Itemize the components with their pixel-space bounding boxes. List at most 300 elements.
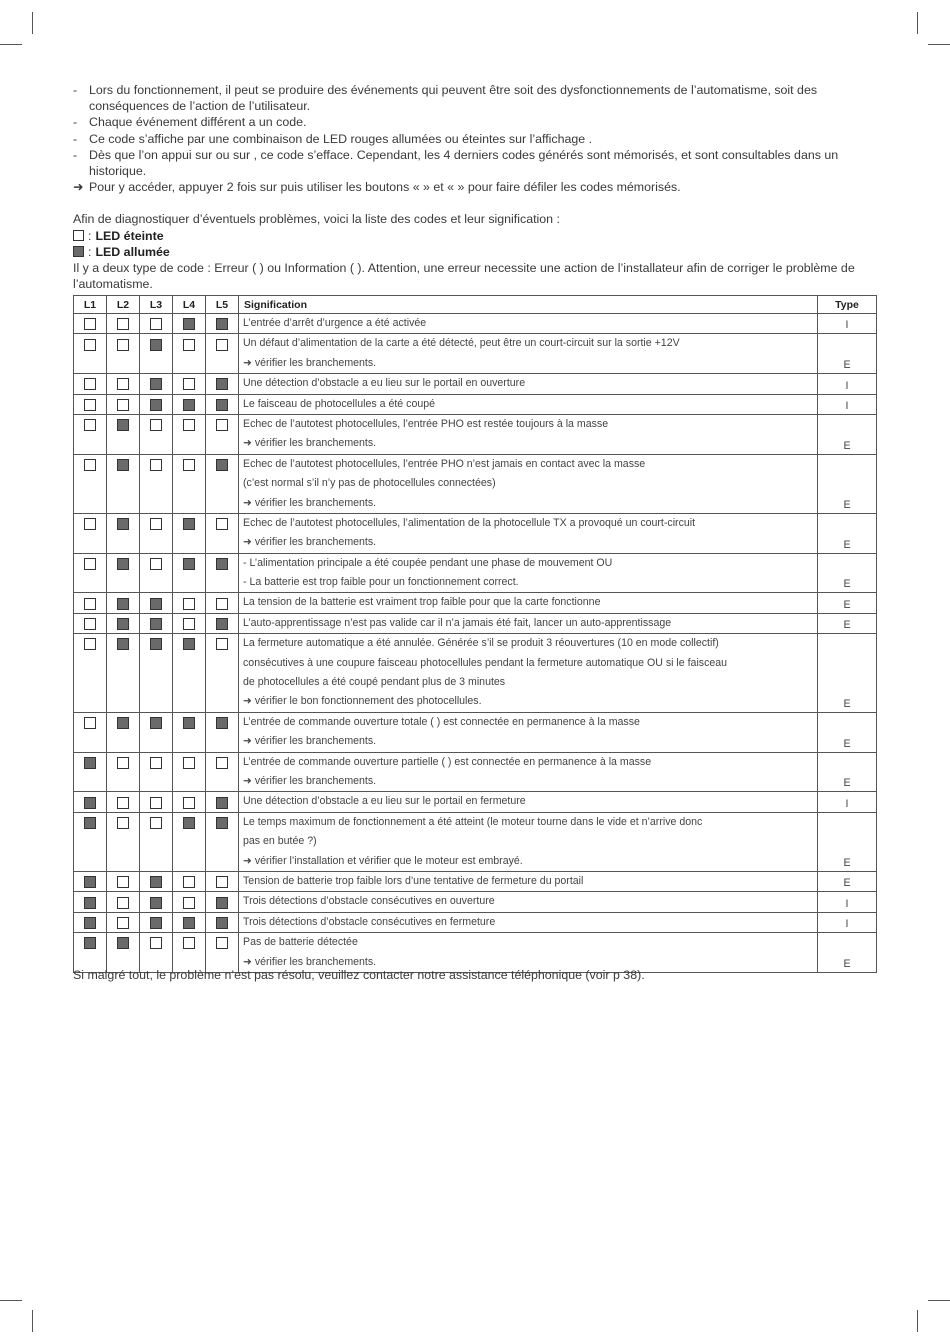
signification-line: Trois détections d’obstacle consécutives en fermeture xyxy=(243,915,496,928)
led-cell-l1 xyxy=(74,613,107,633)
led-off-icon xyxy=(84,339,96,351)
led-cell-l4 xyxy=(173,752,206,792)
led-on-icon xyxy=(216,618,228,630)
table-row xyxy=(74,871,877,891)
led-off-icon xyxy=(84,638,96,650)
code-types-text: Il y a deux type de code : Erreur ( ) ou Information ( ). Attention, une erreur necessite une action de l’installateur afin de corriger le problème de l’automatisme. xyxy=(73,261,855,292)
type-cell: E xyxy=(818,454,877,513)
signification-cell xyxy=(239,752,818,792)
led-cell-l4 xyxy=(173,933,206,973)
led-cell-l3 xyxy=(140,792,173,812)
led-on-icon xyxy=(150,917,162,929)
signification-cell xyxy=(239,593,818,613)
type-cell: I xyxy=(818,892,877,912)
table-row xyxy=(74,553,877,593)
led-on-icon xyxy=(183,318,195,330)
led-off-icon xyxy=(183,937,195,949)
header-l2: L2 xyxy=(107,296,140,314)
header-type: Type xyxy=(818,296,877,314)
bullet-item xyxy=(73,147,873,179)
outro-text: Si malgré tout, le problème n’est pas résolu, veuillez contacter notre assistance téléphonique (voir p 38). xyxy=(73,968,645,982)
led-cell-l2 xyxy=(107,892,140,912)
intro-section xyxy=(73,82,873,292)
table-row xyxy=(74,634,877,713)
led-cell-l2 xyxy=(107,414,140,454)
led-cell-l2 xyxy=(107,454,140,513)
crop-mark xyxy=(32,12,33,34)
signification-line: Une détection d’obstacle a eu lieu sur le portail en ouverture xyxy=(243,377,526,390)
led-cell-l4 xyxy=(173,792,206,812)
signification-line: L’entrée d’arrêt d’urgence a été activée xyxy=(243,317,427,329)
led-off-icon xyxy=(150,419,162,431)
type-cell: E xyxy=(818,712,877,752)
signification-line: ➜ vérifier les branchements. xyxy=(243,536,377,549)
table-row xyxy=(74,334,877,374)
led-cell-l5 xyxy=(206,414,239,454)
led-cell-l5 xyxy=(206,553,239,593)
led-cell-l5 xyxy=(206,792,239,812)
led-cell-l4 xyxy=(173,912,206,932)
arrow-icon: ➜ xyxy=(73,180,84,195)
led-cell-l1 xyxy=(74,892,107,912)
led-cell-l5 xyxy=(206,334,239,374)
signification-line: Echec de l’autotest photocellules, l’entrée PHO est restée toujours à la masse xyxy=(243,417,609,430)
signification-cell xyxy=(239,892,818,912)
table-row xyxy=(74,752,877,792)
legend-off xyxy=(73,228,873,244)
led-cell-l4 xyxy=(173,334,206,374)
led-on-icon xyxy=(183,917,195,929)
crop-mark xyxy=(928,1300,950,1301)
led-cell-l1 xyxy=(74,513,107,553)
led-off-icon xyxy=(84,618,96,630)
signification-line: Le faisceau de photocellules a été coupé xyxy=(243,397,436,410)
led-cell-l1 xyxy=(74,593,107,613)
table-row xyxy=(74,792,877,812)
led-cell-l4 xyxy=(173,613,206,633)
led-cell-l3 xyxy=(140,593,173,613)
signification-cell xyxy=(239,334,818,374)
led-on-icon xyxy=(117,518,129,530)
table-row xyxy=(74,933,877,973)
bullet-text: Lors du fonctionnement, il peut se produire des événements qui peuvent être soit des dysfonctionnements de l’automatisme, soit des conséquences de l’action de l’utilisateur. xyxy=(89,83,818,114)
led-on-icon xyxy=(150,399,162,411)
signification-cell xyxy=(239,712,818,752)
led-cell-l2 xyxy=(107,634,140,713)
led-cell-l4 xyxy=(173,593,206,613)
signification-line: Tension de batterie trop faible lors d’une tentative de fermeture du portail xyxy=(243,874,584,887)
table-row xyxy=(74,513,877,553)
led-off-icon xyxy=(150,817,162,829)
type-cell: E xyxy=(818,553,877,593)
signification-line: L’entrée de commande ouverture totale ( ) est connectée en permanence à la masse xyxy=(243,715,640,728)
led-cell-l2 xyxy=(107,912,140,932)
led-on-icon xyxy=(216,558,228,570)
led-off-icon xyxy=(84,598,96,610)
led-cell-l3 xyxy=(140,454,173,513)
led-off-icon xyxy=(117,339,129,351)
dash-mark: - xyxy=(73,131,78,146)
led-cell-l1 xyxy=(74,334,107,374)
signification-cell xyxy=(239,933,818,973)
led-cell-l4 xyxy=(173,812,206,871)
led-on-icon xyxy=(117,598,129,610)
led-on-icon xyxy=(117,459,129,471)
error-code-table xyxy=(73,295,877,973)
led-cell-l3 xyxy=(140,553,173,593)
led-cell-l1 xyxy=(74,454,107,513)
led-on-icon xyxy=(84,757,96,769)
led-cell-l1 xyxy=(74,414,107,454)
led-off-icon xyxy=(183,876,195,888)
bullet-item xyxy=(73,131,873,147)
table-row xyxy=(74,454,877,513)
type-cell: E xyxy=(818,593,877,613)
led-on-icon xyxy=(216,797,228,809)
table-body xyxy=(74,314,877,973)
led-on-icon xyxy=(216,817,228,829)
led-off-icon xyxy=(183,339,195,351)
table-row xyxy=(74,374,877,394)
led-cell-l2 xyxy=(107,314,140,334)
led-cell-l5 xyxy=(206,933,239,973)
legend-separator: : xyxy=(88,244,92,259)
led-cell-l3 xyxy=(140,634,173,713)
signification-cell xyxy=(239,634,818,713)
led-off-icon xyxy=(117,318,129,330)
crop-mark xyxy=(32,1310,33,1332)
led-cell-l1 xyxy=(74,314,107,334)
led-cell-l4 xyxy=(173,892,206,912)
led-cell-l4 xyxy=(173,871,206,891)
led-on-icon xyxy=(117,717,129,729)
led-off-icon xyxy=(150,558,162,570)
led-cell-l1 xyxy=(74,933,107,973)
bullet-text: Ce code s’affiche par une combinaison de LED rouges allumées ou éteintes sur l’affichage . xyxy=(89,131,593,146)
led-cell-l3 xyxy=(140,513,173,553)
led-on-icon xyxy=(183,558,195,570)
led-off-icon xyxy=(73,230,84,241)
type-cell: I xyxy=(818,912,877,932)
signification-cell xyxy=(239,792,818,812)
signification-line: ➜ vérifier les branchements. xyxy=(243,735,377,748)
led-cell-l3 xyxy=(140,812,173,871)
led-cell-l5 xyxy=(206,613,239,633)
led-cell-l4 xyxy=(173,394,206,414)
led-off-icon xyxy=(216,876,228,888)
led-off-icon xyxy=(216,518,228,530)
signification-line: Pas de batterie détectée xyxy=(243,936,358,949)
type-cell: I xyxy=(818,792,877,812)
led-off-icon xyxy=(84,459,96,471)
led-on-icon xyxy=(84,817,96,829)
led-cell-l3 xyxy=(140,892,173,912)
table-row xyxy=(74,812,877,871)
led-cell-l4 xyxy=(173,712,206,752)
led-cell-l3 xyxy=(140,374,173,394)
signification-line: Echec de l’autotest photocellules, l’alimentation de la photocellule TX a provoqué un court-circuit xyxy=(243,516,696,529)
legend-off-label: LED éteinte xyxy=(95,228,164,243)
led-on-icon xyxy=(150,717,162,729)
type-cell: E xyxy=(818,613,877,633)
crop-mark xyxy=(0,44,22,45)
crop-mark xyxy=(0,1300,22,1301)
led-cell-l5 xyxy=(206,892,239,912)
bullet-list xyxy=(73,82,873,195)
led-on-icon xyxy=(216,459,228,471)
led-cell-l4 xyxy=(173,314,206,334)
led-cell-l5 xyxy=(206,752,239,792)
led-cell-l2 xyxy=(107,613,140,633)
led-cell-l3 xyxy=(140,613,173,633)
led-cell-l1 xyxy=(74,752,107,792)
led-cell-l2 xyxy=(107,792,140,812)
table-row xyxy=(74,414,877,454)
led-off-icon xyxy=(117,399,129,411)
led-off-icon xyxy=(150,318,162,330)
legend-on-label: LED allumée xyxy=(95,244,170,259)
led-cell-l1 xyxy=(74,712,107,752)
led-cell-l3 xyxy=(140,334,173,374)
table-row xyxy=(74,912,877,932)
led-cell-l1 xyxy=(74,553,107,593)
signification-line: Le temps maximum de fonctionnement a été atteint (le moteur tourne dans le vide et n’arrive donc xyxy=(243,815,703,828)
led-on-icon xyxy=(117,558,129,570)
crop-mark xyxy=(917,12,918,34)
led-cell-l1 xyxy=(74,394,107,414)
type-cell: I xyxy=(818,374,877,394)
type-cell: E xyxy=(818,513,877,553)
dash-mark: - xyxy=(73,147,78,162)
type-cell: E xyxy=(818,334,877,374)
signification-line: Une détection d’obstacle a eu lieu sur le portail en fermeture xyxy=(243,795,526,808)
header-l4: L4 xyxy=(173,296,206,314)
led-cell-l5 xyxy=(206,454,239,513)
led-on-icon xyxy=(183,717,195,729)
led-cell-l4 xyxy=(173,553,206,593)
signification-cell xyxy=(239,394,818,414)
led-on-icon xyxy=(216,917,228,929)
led-cell-l5 xyxy=(206,712,239,752)
led-off-icon xyxy=(84,518,96,530)
led-cell-l2 xyxy=(107,752,140,792)
led-off-icon xyxy=(117,817,129,829)
led-off-icon xyxy=(183,757,195,769)
signification-line: Un défaut d’alimentation de la carte a été détecté, peut être un court-circuit sur la sortie +12V xyxy=(243,337,680,350)
led-off-icon xyxy=(117,876,129,888)
led-off-icon xyxy=(183,419,195,431)
led-cell-l3 xyxy=(140,752,173,792)
led-off-icon xyxy=(150,518,162,530)
led-cell-l1 xyxy=(74,871,107,891)
led-on-icon xyxy=(84,876,96,888)
led-on-icon xyxy=(150,378,162,390)
led-off-icon xyxy=(84,558,96,570)
led-off-icon xyxy=(216,937,228,949)
led-on-icon xyxy=(216,897,228,909)
led-cell-l2 xyxy=(107,712,140,752)
signification-line: consécutives à une coupure faisceau photocellules pendant la fermeture automatique OU si le faisceau xyxy=(243,656,728,669)
led-cell-l3 xyxy=(140,394,173,414)
type-cell: E xyxy=(818,812,877,871)
led-on-icon xyxy=(117,638,129,650)
led-cell-l5 xyxy=(206,871,239,891)
table-row xyxy=(74,892,877,912)
signification-line: ➜ vérifier les branchements. xyxy=(243,955,377,968)
signification-line: ➜ vérifier les branchements. xyxy=(243,774,377,787)
led-cell-l2 xyxy=(107,513,140,553)
led-on-icon xyxy=(216,399,228,411)
header-l3: L3 xyxy=(140,296,173,314)
led-cell-l2 xyxy=(107,871,140,891)
led-off-icon xyxy=(183,897,195,909)
led-on-icon xyxy=(84,937,96,949)
led-on-icon xyxy=(150,598,162,610)
led-off-icon xyxy=(84,717,96,729)
led-cell-l4 xyxy=(173,374,206,394)
signification-cell xyxy=(239,553,818,593)
header-signification: Signification xyxy=(239,296,818,314)
led-cell-l2 xyxy=(107,593,140,613)
bullet-item xyxy=(73,114,873,130)
led-cell-l5 xyxy=(206,593,239,613)
table-row xyxy=(74,314,877,334)
led-off-icon xyxy=(216,419,228,431)
led-on-icon xyxy=(84,797,96,809)
bullet-text: Chaque événement différent a un code. xyxy=(89,115,307,130)
dash-mark: - xyxy=(73,83,78,97)
signification-line: ➜ vérifier les branchements. xyxy=(243,437,377,450)
led-off-icon xyxy=(150,937,162,949)
led-cell-l3 xyxy=(140,712,173,752)
signification-cell xyxy=(239,314,818,334)
led-on-icon xyxy=(150,339,162,351)
led-cell-l4 xyxy=(173,454,206,513)
led-cell-l5 xyxy=(206,314,239,334)
type-cell: E xyxy=(818,871,877,891)
led-on-icon xyxy=(73,246,84,257)
led-on-icon xyxy=(150,618,162,630)
bullet-item xyxy=(73,179,873,195)
header-l1: L1 xyxy=(74,296,107,314)
type-cell: E xyxy=(818,634,877,713)
led-on-icon xyxy=(150,897,162,909)
crop-mark xyxy=(928,44,950,45)
led-cell-l1 xyxy=(74,792,107,812)
diagnostic-intro: Afin de diagnostiquer d’éventuels problèmes, voici la liste des codes et leur signification : xyxy=(73,212,560,227)
led-cell-l1 xyxy=(74,912,107,932)
led-off-icon xyxy=(117,797,129,809)
led-cell-l1 xyxy=(74,812,107,871)
led-cell-l2 xyxy=(107,374,140,394)
led-cell-l4 xyxy=(173,414,206,454)
led-cell-l5 xyxy=(206,513,239,553)
table-header-row xyxy=(74,296,877,314)
led-cell-l3 xyxy=(140,414,173,454)
led-cell-l3 xyxy=(140,912,173,932)
led-cell-l2 xyxy=(107,334,140,374)
led-on-icon xyxy=(117,937,129,949)
signification-cell xyxy=(239,454,818,513)
signification-line: - L’alimentation principale a été coupée pendant une phase de mouvement OU xyxy=(243,556,613,569)
signification-line: ➜ vérifier les branchements. xyxy=(243,496,377,509)
signification-line: (c’est normal s’il n’y pas de photocellules connectées) xyxy=(243,477,496,490)
led-on-icon xyxy=(183,518,195,530)
led-cell-l2 xyxy=(107,394,140,414)
signification-line: ➜ vérifier l’installation et vérifier que le moteur est embrayé. xyxy=(243,854,523,867)
legend-on xyxy=(73,244,873,260)
signification-cell xyxy=(239,912,818,932)
led-cell-l2 xyxy=(107,553,140,593)
led-cell-l3 xyxy=(140,933,173,973)
signification-cell xyxy=(239,414,818,454)
bullet-item xyxy=(73,82,873,114)
led-on-icon xyxy=(117,419,129,431)
led-cell-l5 xyxy=(206,912,239,932)
signification-line: pas en butée ?) xyxy=(243,835,317,848)
led-off-icon xyxy=(117,757,129,769)
led-off-icon xyxy=(183,598,195,610)
led-off-icon xyxy=(84,419,96,431)
led-cell-l4 xyxy=(173,634,206,713)
led-off-icon xyxy=(117,378,129,390)
led-on-icon xyxy=(150,638,162,650)
led-off-icon xyxy=(216,339,228,351)
led-off-icon xyxy=(117,917,129,929)
led-cell-l3 xyxy=(140,314,173,334)
led-cell-l3 xyxy=(140,871,173,891)
led-off-icon xyxy=(84,318,96,330)
signification-line: ➜ vérifier le bon fonctionnement des photocellules. xyxy=(243,695,482,708)
led-cell-l1 xyxy=(74,634,107,713)
led-off-icon xyxy=(183,618,195,630)
led-cell-l5 xyxy=(206,374,239,394)
signification-line: L’entrée de commande ouverture partielle ( ) est connectée en permanence à la masse xyxy=(243,755,652,768)
header-l5: L5 xyxy=(206,296,239,314)
table-row xyxy=(74,394,877,414)
led-cell-l4 xyxy=(173,513,206,553)
led-off-icon xyxy=(216,598,228,610)
led-on-icon xyxy=(150,876,162,888)
signification-line: L’auto-apprentissage n’est pas valide car il n’a jamais été fait, lancer un auto-apprentissage xyxy=(243,616,672,629)
led-on-icon xyxy=(84,897,96,909)
signification-line: ➜ vérifier les branchements. xyxy=(243,356,377,369)
signification-line: Echec de l’autotest photocellules, l’entrée PHO n’est jamais en contact avec la masse xyxy=(243,457,646,470)
led-on-icon xyxy=(183,399,195,411)
signification-cell xyxy=(239,812,818,871)
led-on-icon xyxy=(216,717,228,729)
type-cell: I xyxy=(818,314,877,334)
led-on-icon xyxy=(183,638,195,650)
led-off-icon xyxy=(84,399,96,411)
type-cell: E xyxy=(818,752,877,792)
led-cell-l2 xyxy=(107,933,140,973)
led-off-icon xyxy=(150,459,162,471)
table-row xyxy=(74,593,877,613)
legend-separator: : xyxy=(88,228,92,243)
signification-cell xyxy=(239,613,818,633)
bullet-text: Dès que l’on appui sur ou sur , ce code s’efface. Cependant, les 4 derniers codes générés sont mémorisés, et sont consultables dans un historique. xyxy=(89,147,839,179)
led-off-icon xyxy=(84,378,96,390)
led-on-icon xyxy=(84,917,96,929)
signification-cell xyxy=(239,374,818,394)
table-row xyxy=(74,613,877,633)
signification-line: de photocellules a été coupé pendant plus de 3 minutes xyxy=(243,676,506,689)
signification-line: La tension de la batterie est vraiment trop faible pour que la carte fonctionne xyxy=(243,596,601,609)
led-cell-l5 xyxy=(206,812,239,871)
led-off-icon xyxy=(216,757,228,769)
led-off-icon xyxy=(216,638,228,650)
